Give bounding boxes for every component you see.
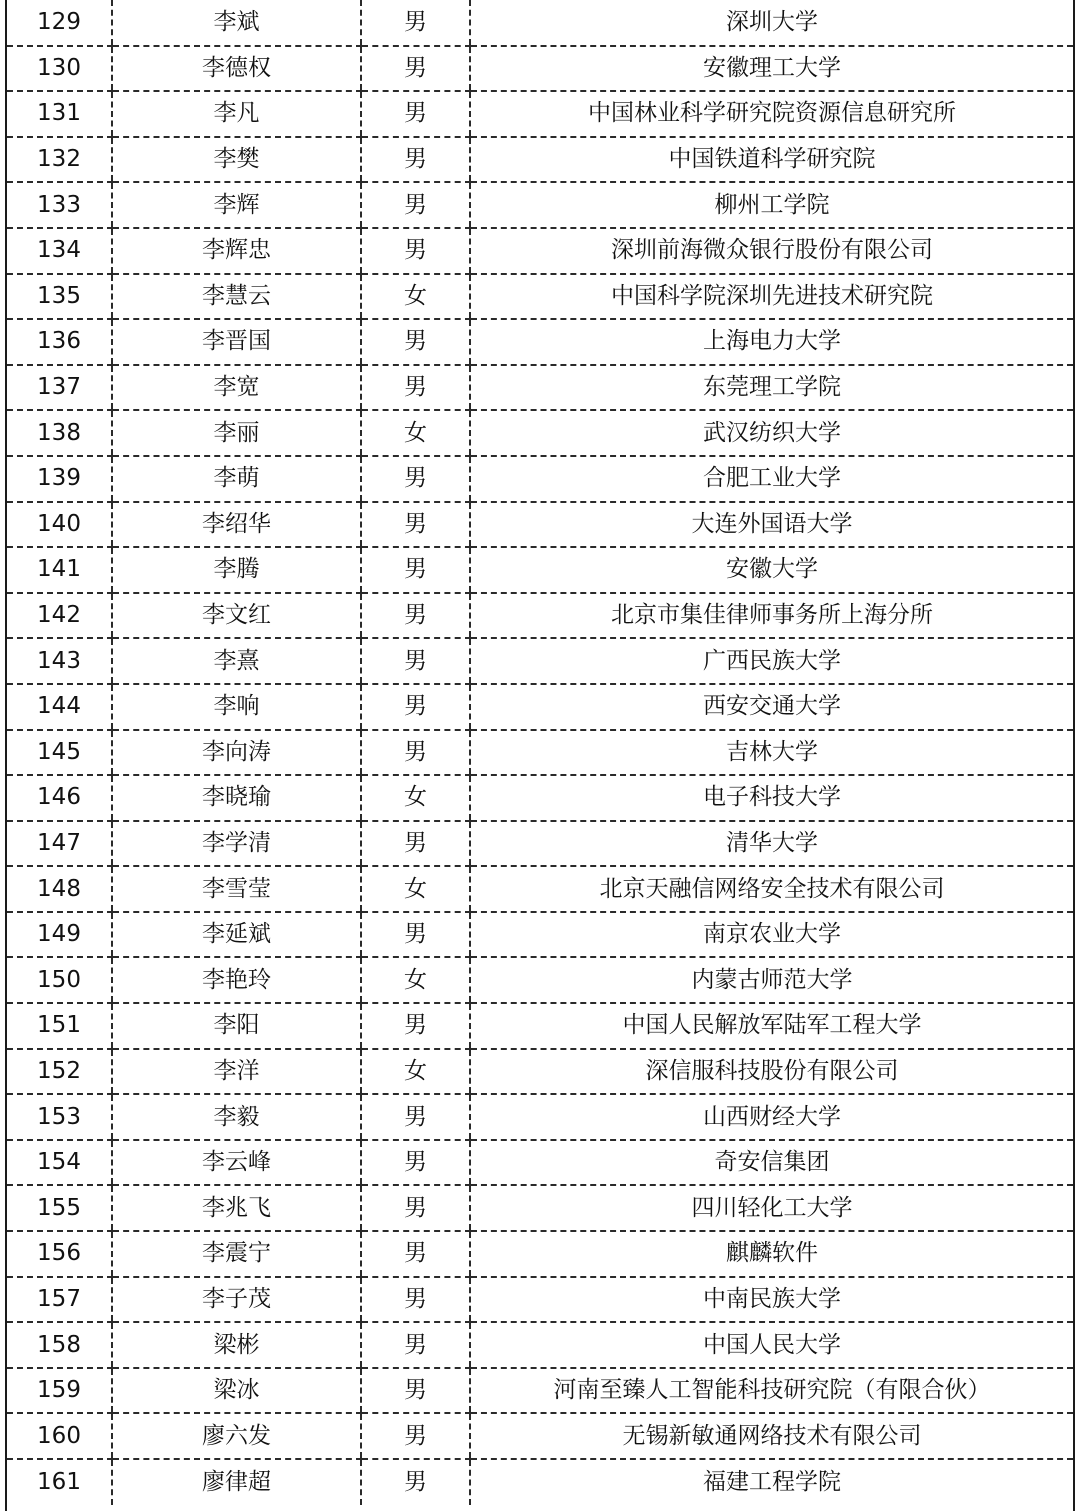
member-organization-cell: 中国科学院深圳先进技术研究院 [470,274,1073,320]
table-row [7,502,1073,548]
table-row [7,1413,1073,1459]
member-organization-cell: 深信服科技股份有限公司 [470,1049,1073,1095]
member-table [7,0,1073,1505]
table-row [7,593,1073,639]
member-organization-cell: 上海电力大学 [470,319,1073,365]
row-number-cell: 129 [7,0,112,46]
member-name-cell: 李丽 [112,410,361,456]
table-row [7,319,1073,365]
member-gender-cell: 男 [361,0,470,46]
member-gender-cell: 男 [361,1368,470,1414]
member-name-cell: 李子茂 [112,1277,361,1323]
table-row [7,365,1073,411]
member-organization-cell: 吉林大学 [470,730,1073,776]
member-list-sheet [5,0,1075,1511]
member-gender-cell: 男 [361,1185,470,1231]
member-gender-cell: 男 [361,1094,470,1140]
member-gender-cell: 女 [361,866,470,912]
row-number-cell: 132 [7,137,112,183]
table-row [7,1003,1073,1049]
member-name-cell: 梁彬 [112,1322,361,1368]
row-number-cell: 158 [7,1322,112,1368]
member-organization-cell: 深圳前海微众银行股份有限公司 [470,228,1073,274]
table-row [7,1094,1073,1140]
row-number-cell: 143 [7,638,112,684]
row-number-cell: 134 [7,228,112,274]
table-row [7,182,1073,228]
row-number-cell: 136 [7,319,112,365]
member-name-cell: 李延斌 [112,912,361,958]
row-number-cell: 157 [7,1277,112,1323]
member-name-cell: 李雪莹 [112,866,361,912]
member-name-cell: 李樊 [112,137,361,183]
table-row [7,137,1073,183]
member-name-cell: 廖律超 [112,1459,361,1505]
member-name-cell: 李慧云 [112,274,361,320]
member-name-cell: 李向涛 [112,730,361,776]
table-row [7,730,1073,776]
member-name-cell: 李绍华 [112,502,361,548]
table-row [7,547,1073,593]
table-row [7,410,1073,456]
member-organization-cell: 安徽大学 [470,547,1073,593]
row-number-cell: 141 [7,547,112,593]
table-row [7,228,1073,274]
row-number-cell: 153 [7,1094,112,1140]
member-gender-cell: 男 [361,1003,470,1049]
member-gender-cell: 女 [361,1049,470,1095]
member-organization-cell: 麒麟软件 [470,1231,1073,1277]
member-gender-cell: 男 [361,456,470,502]
member-name-cell: 李学清 [112,821,361,867]
table-row [7,91,1073,137]
member-gender-cell: 女 [361,775,470,821]
row-number-cell: 161 [7,1459,112,1505]
member-name-cell: 李晋国 [112,319,361,365]
member-organization-cell: 西安交通大学 [470,684,1073,730]
member-organization-cell: 四川轻化工大学 [470,1185,1073,1231]
member-name-cell: 李德权 [112,46,361,92]
member-organization-cell: 南京农业大学 [470,912,1073,958]
member-organization-cell: 中国铁道科学研究院 [470,137,1073,183]
table-row [7,46,1073,92]
row-number-cell: 131 [7,91,112,137]
member-organization-cell: 清华大学 [470,821,1073,867]
table-row [7,1140,1073,1186]
row-number-cell: 159 [7,1368,112,1414]
row-number-cell: 147 [7,821,112,867]
member-gender-cell: 男 [361,502,470,548]
member-gender-cell: 男 [361,91,470,137]
member-name-cell: 李毅 [112,1094,361,1140]
member-gender-cell: 女 [361,957,470,1003]
member-organization-cell: 大连外国语大学 [470,502,1073,548]
row-number-cell: 150 [7,957,112,1003]
member-gender-cell: 男 [361,730,470,776]
member-name-cell: 李腾 [112,547,361,593]
table-row [7,456,1073,502]
member-gender-cell: 男 [361,137,470,183]
member-organization-cell: 内蒙古师范大学 [470,957,1073,1003]
table-row [7,1231,1073,1277]
row-number-cell: 154 [7,1140,112,1186]
member-name-cell: 李晓瑜 [112,775,361,821]
member-organization-cell: 北京市集佳律师事务所上海分所 [470,593,1073,639]
member-name-cell: 李熹 [112,638,361,684]
member-organization-cell: 奇安信集团 [470,1140,1073,1186]
table-row [7,821,1073,867]
row-number-cell: 133 [7,182,112,228]
member-organization-cell: 中国人民大学 [470,1322,1073,1368]
table-row [7,1185,1073,1231]
table-row [7,684,1073,730]
member-gender-cell: 男 [361,1413,470,1459]
member-name-cell: 李辉忠 [112,228,361,274]
member-name-cell: 李兆飞 [112,1185,361,1231]
member-gender-cell: 男 [361,1231,470,1277]
member-name-cell: 李凡 [112,91,361,137]
row-number-cell: 135 [7,274,112,320]
member-name-cell: 李艳玲 [112,957,361,1003]
row-number-cell: 138 [7,410,112,456]
member-name-cell: 李萌 [112,456,361,502]
member-gender-cell: 男 [361,1277,470,1323]
member-organization-cell: 中南民族大学 [470,1277,1073,1323]
member-name-cell: 李响 [112,684,361,730]
member-organization-cell: 武汉纺织大学 [470,410,1073,456]
row-number-cell: 148 [7,866,112,912]
member-gender-cell: 男 [361,821,470,867]
table-row [7,638,1073,684]
row-number-cell: 155 [7,1185,112,1231]
member-gender-cell: 男 [361,547,470,593]
member-organization-cell: 广西民族大学 [470,638,1073,684]
member-name-cell: 李辉 [112,182,361,228]
row-number-cell: 144 [7,684,112,730]
member-organization-cell: 合肥工业大学 [470,456,1073,502]
member-name-cell: 李文红 [112,593,361,639]
member-gender-cell: 女 [361,410,470,456]
member-gender-cell: 男 [361,1322,470,1368]
member-gender-cell: 男 [361,593,470,639]
member-name-cell: 李云峰 [112,1140,361,1186]
table-row [7,1277,1073,1323]
table-row [7,274,1073,320]
table-row [7,1322,1073,1368]
row-number-cell: 151 [7,1003,112,1049]
member-name-cell: 李阳 [112,1003,361,1049]
row-number-cell: 130 [7,46,112,92]
row-number-cell: 146 [7,775,112,821]
member-gender-cell: 男 [361,46,470,92]
member-gender-cell: 男 [361,1459,470,1505]
member-organization-cell: 安徽理工大学 [470,46,1073,92]
member-organization-cell: 北京天融信网络安全技术有限公司 [470,866,1073,912]
member-organization-cell: 深圳大学 [470,0,1073,46]
member-gender-cell: 男 [361,182,470,228]
table-row [7,775,1073,821]
member-gender-cell: 女 [361,274,470,320]
row-number-cell: 139 [7,456,112,502]
row-number-cell: 152 [7,1049,112,1095]
table-row [7,866,1073,912]
table-row [7,1049,1073,1095]
member-organization-cell: 山西财经大学 [470,1094,1073,1140]
member-gender-cell: 男 [361,1140,470,1186]
member-gender-cell: 男 [361,684,470,730]
member-gender-cell: 男 [361,638,470,684]
member-organization-cell: 中国林业科学研究院资源信息研究所 [470,91,1073,137]
row-number-cell: 140 [7,502,112,548]
member-organization-cell: 福建工程学院 [470,1459,1073,1505]
table-row [7,957,1073,1003]
member-table-body [7,0,1073,1505]
row-number-cell: 142 [7,593,112,639]
member-gender-cell: 男 [361,228,470,274]
member-name-cell: 李洋 [112,1049,361,1095]
member-name-cell: 李斌 [112,0,361,46]
table-row [7,1368,1073,1414]
row-number-cell: 156 [7,1231,112,1277]
table-row [7,0,1073,46]
member-name-cell: 李宽 [112,365,361,411]
row-number-cell: 137 [7,365,112,411]
table-row [7,1459,1073,1505]
member-name-cell: 李震宁 [112,1231,361,1277]
member-organization-cell: 柳州工学院 [470,182,1073,228]
member-gender-cell: 男 [361,912,470,958]
member-organization-cell: 河南至臻人工智能科技研究院（有限合伙） [470,1368,1073,1414]
member-organization-cell: 电子科技大学 [470,775,1073,821]
member-gender-cell: 男 [361,319,470,365]
row-number-cell: 149 [7,912,112,958]
table-row [7,912,1073,958]
member-organization-cell: 东莞理工学院 [470,365,1073,411]
member-name-cell: 梁冰 [112,1368,361,1414]
member-organization-cell: 无锡新敏通网络技术有限公司 [470,1413,1073,1459]
member-organization-cell: 中国人民解放军陆军工程大学 [470,1003,1073,1049]
row-number-cell: 145 [7,730,112,776]
member-name-cell: 廖六发 [112,1413,361,1459]
member-gender-cell: 男 [361,365,470,411]
row-number-cell: 160 [7,1413,112,1459]
